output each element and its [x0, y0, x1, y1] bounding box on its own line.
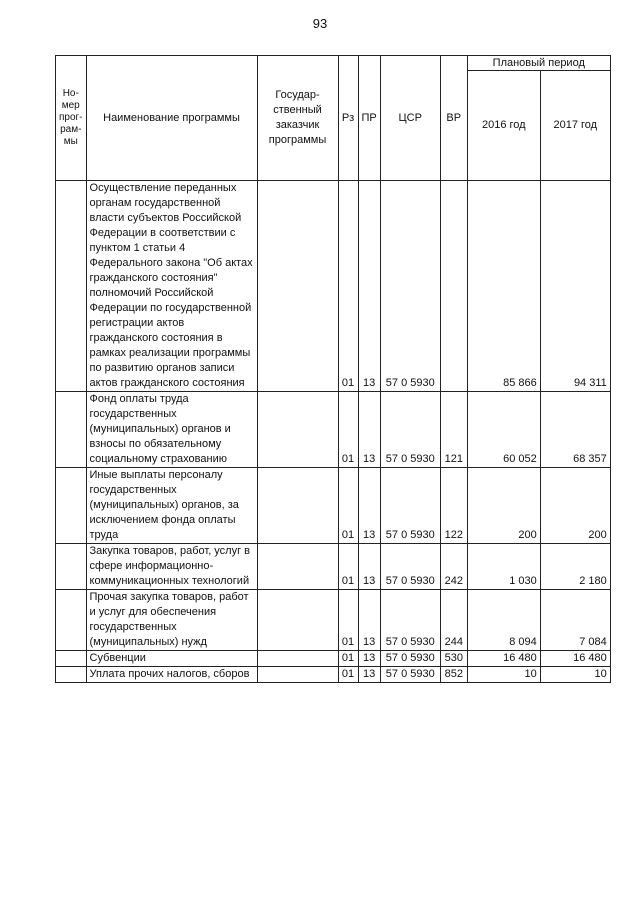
amount-2016-cell: 85 866	[467, 181, 540, 392]
program-name-cell: Закупка товаров, работ, услуг в сфере информационно-коммуникационных технологий	[86, 544, 257, 590]
table-row	[56, 544, 611, 590]
header-program-number: Но-мер прог-рам-мы	[56, 56, 87, 181]
header-planning-period: Плановый период	[467, 56, 610, 71]
amount-2017-cell: 7 084	[540, 590, 610, 651]
vr-cell: 121	[440, 392, 467, 468]
budget-table	[55, 55, 611, 683]
header-rz: Рз	[338, 56, 358, 181]
rz-cell: 01	[338, 590, 358, 651]
header-year-2017: 2017 год	[540, 71, 610, 181]
rz-cell: 01	[338, 392, 358, 468]
program-name-cell: Осуществление переданных органам государственной власти субъектов Российской Федерации в соответствии с пунктом 1 статьи 4 Федерального закона "Об актах гражданского состояния" полномочий Российской Федерации по государственной регистрации актов гражданского состояния в рамках реализации программы по развитию органов записи актов гражданского состояния	[86, 181, 257, 392]
rz-cell: 01	[338, 651, 358, 667]
amount-2017-cell: 200	[540, 468, 610, 544]
table-row	[56, 667, 611, 683]
amount-2016-cell: 200	[467, 468, 540, 544]
program-name-cell: Уплата прочих налогов, сборов	[86, 667, 257, 683]
pr-cell: 13	[358, 667, 380, 683]
csr-cell: 57 0 5930	[380, 667, 440, 683]
table-row	[56, 468, 611, 544]
amount-2016-cell: 1 030	[467, 544, 540, 590]
rz-cell: 01	[338, 667, 358, 683]
csr-cell: 57 0 5930	[380, 181, 440, 392]
pr-cell: 13	[358, 181, 380, 392]
customer-cell	[257, 468, 338, 544]
rz-cell: 01	[338, 181, 358, 392]
vr-cell: 244	[440, 590, 467, 651]
csr-cell: 57 0 5930	[380, 392, 440, 468]
customer-cell	[257, 667, 338, 683]
program-name-cell: Иные выплаты персоналу государственных (муниципальных) органов, за исключением фонда оплаты труда	[86, 468, 257, 544]
pr-cell: 13	[358, 392, 380, 468]
table-row	[56, 590, 611, 651]
program-number-cell	[56, 468, 87, 544]
header-csr: ЦСР	[380, 56, 440, 181]
rz-cell: 01	[338, 468, 358, 544]
table-row	[56, 392, 611, 468]
page-number: 93	[312, 16, 328, 31]
header-year-2016: 2016 год	[467, 71, 540, 181]
amount-2016-cell: 10	[467, 667, 540, 683]
program-number-cell	[56, 590, 87, 651]
program-number-cell	[56, 392, 87, 468]
amount-2017-cell: 16 480	[540, 651, 610, 667]
pr-cell: 13	[358, 651, 380, 667]
customer-cell	[257, 181, 338, 392]
customer-cell	[257, 590, 338, 651]
vr-cell: 242	[440, 544, 467, 590]
program-name-cell: Прочая закупка товаров, работ и услуг для обеспечения государственных (муниципальных) нужд	[86, 590, 257, 651]
amount-2017-cell: 2 180	[540, 544, 610, 590]
program-number-cell	[56, 181, 87, 392]
pr-cell: 13	[358, 544, 380, 590]
vr-cell: 852	[440, 667, 467, 683]
csr-cell: 57 0 5930	[380, 544, 440, 590]
program-name-cell: Фонд оплаты труда государственных (муниципальных) органов и взносы по обязательному социальному страхованию	[86, 392, 257, 468]
header-customer: Государ-ственный заказчик программы	[257, 56, 338, 181]
vr-cell: 122	[440, 468, 467, 544]
csr-cell: 57 0 5930	[380, 651, 440, 667]
pr-cell: 13	[358, 590, 380, 651]
table-row	[56, 181, 611, 392]
vr-cell	[440, 181, 467, 392]
program-number-cell	[56, 651, 87, 667]
customer-cell	[257, 392, 338, 468]
customer-cell	[257, 544, 338, 590]
amount-2016-cell: 16 480	[467, 651, 540, 667]
program-number-cell	[56, 667, 87, 683]
amount-2016-cell: 60 052	[467, 392, 540, 468]
pr-cell: 13	[358, 468, 380, 544]
amount-2017-cell: 68 357	[540, 392, 610, 468]
vr-cell: 530	[440, 651, 467, 667]
amount-2016-cell: 8 094	[467, 590, 540, 651]
header-vr: ВР	[440, 56, 467, 181]
header-row-1	[56, 56, 611, 71]
program-number-cell	[56, 544, 87, 590]
customer-cell	[257, 651, 338, 667]
table-row	[56, 651, 611, 667]
program-name-cell: Субвенции	[86, 651, 257, 667]
amount-2017-cell: 94 311	[540, 181, 610, 392]
csr-cell: 57 0 5930	[380, 590, 440, 651]
header-program-name: Наименование программы	[86, 56, 257, 181]
amount-2017-cell: 10	[540, 667, 610, 683]
rz-cell: 01	[338, 544, 358, 590]
csr-cell: 57 0 5930	[380, 468, 440, 544]
header-pr: ПР	[358, 56, 380, 181]
